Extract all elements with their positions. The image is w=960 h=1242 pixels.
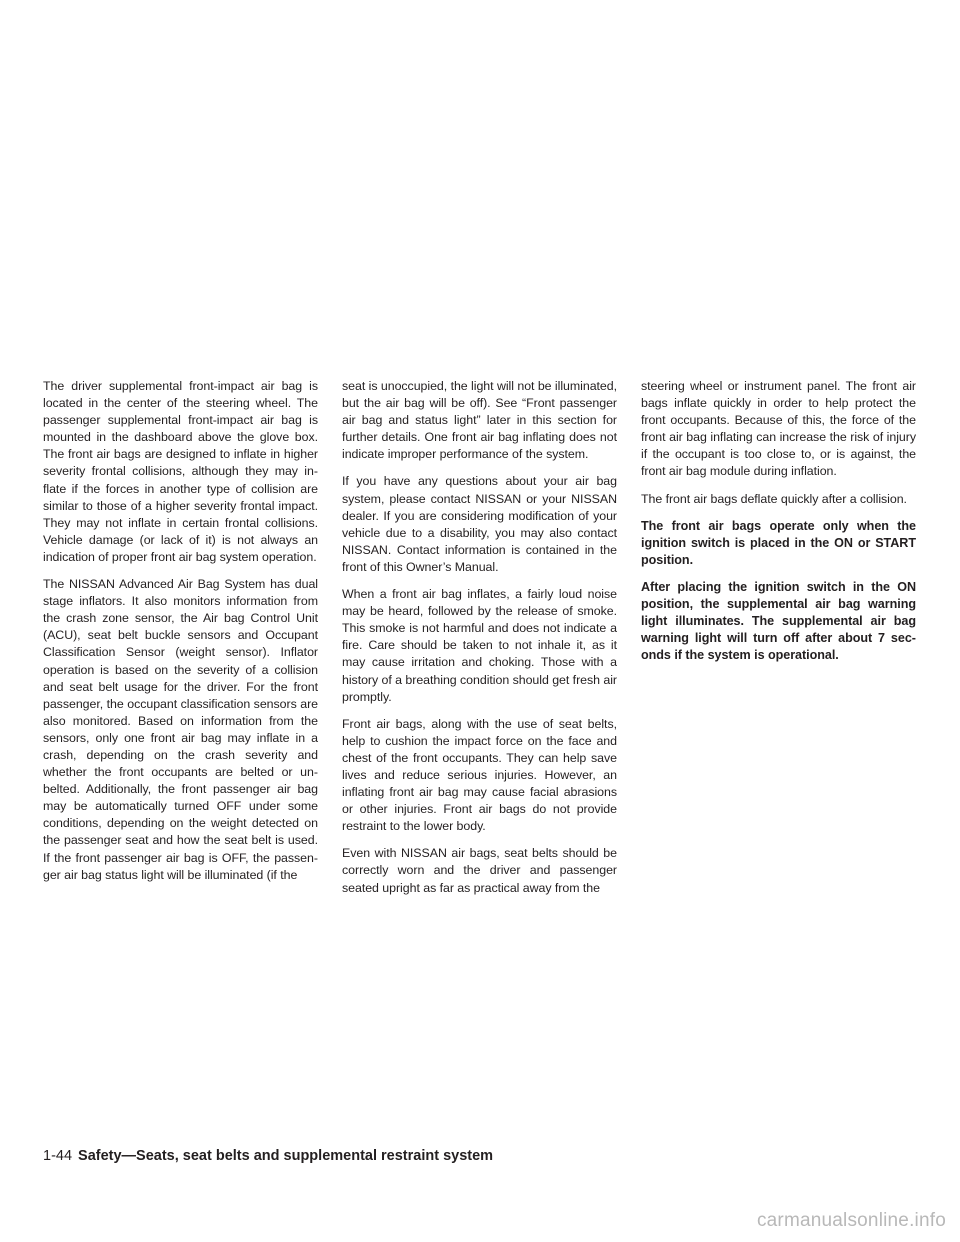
paragraph: The driver supplemental front-impact air bag is located in the center of the steering wheel. The passenger supplemental front-impact air bag is mounted in the dashboard above the glove box. The front air bags are designed to inflate in higher severity frontal collisions, although they may inflate if the forces in another type of collision are similar to those of a higher severity frontal impact. They may not inflate in certain frontal collisions. Vehicle damage (or lack of it) is not always an indication of proper front air bag system operation. xyxy=(43,379,318,564)
column-3 xyxy=(641,378,916,907)
paragraph: seat is unoccupied, the light will not be illuminated, but the air bag will be off). See “Front passenger air bag and status light” later in this section for further details. One front air bag inflating does not indicate improper performance of the system. xyxy=(342,379,617,462)
text-columns xyxy=(43,378,916,907)
column-1 xyxy=(43,378,318,907)
column-2 xyxy=(342,378,617,907)
paragraph: The front air bags deflate quickly after a collision. xyxy=(641,491,907,506)
paragraph: If you have any questions about your air bag system, please contact NISSAN or your NISSAN dealer. If you are considering modification of your vehicle due to a disability, you may also contact NISSAN. Contact information is contained in the front of this Owner’s Manual. xyxy=(342,474,617,574)
watermark: carmanualsonline.info xyxy=(756,1210,946,1231)
paragraph: steering wheel or instrument panel. The front air bags inflate quickly in order to help protect the front occupants. Because of this, the force of the front air bag inflating can increase the risk of injury if the occupant is too close to, or is against, the front air bag module during inflation. xyxy=(641,379,916,479)
paragraph: Even with NISSAN air bags, seat belts should be correctly worn and the driver and passenger seated upright as far as practical away from the xyxy=(342,846,617,895)
page-footer xyxy=(43,1147,643,1165)
paragraph: The NISSAN Advanced Air Bag System has dual stage inflators. It also monitors information from the crash zone sensor, the Air bag Control Unit (ACU), seat belt buckle sensors and Occupant Classification Sensor (weight sensor). Inflator operation is based on the severity of a collision and seat belt usage for the driver. For the front passenger, the occupant classification sensors are also monitored. Based on information from the sensors, only one front air bag may inflate in a crash, depending on the crash severity and whether the front occupants are belted or unbelted. Additionally, the front passenger air bag may be automatically turned OFF under some conditions, depending on the weight detected on the passenger seat and how the seat belt is used. If the front passenger air bag is OFF, the passenger air bag status light will be illuminated (if the xyxy=(43,577,318,882)
bold-paragraph: After placing the ignition switch in the ON position, the supplemental air bag warning light illuminates. The supplemental air bag warning light will turn off after about 7 seconds if the system is operational. xyxy=(641,579,916,663)
bold-paragraph: The front air bags operate only when the ignition switch is placed in the ON or START position. xyxy=(641,518,916,567)
paragraph: When a front air bag inflates, a fairly loud noise may be heard, followed by the release of smoke. This smoke is not harmful and does not indicate a fire. Care should be taken to not inhale it, as it may cause irritation and choking. Those with a history of a breathing condition should get fresh air promptly. xyxy=(342,587,617,704)
page-number: 1-44 xyxy=(43,1148,73,1164)
section-title: Safety—Seats, seat belts and supplemental restraint system xyxy=(78,1148,494,1164)
paragraph: Front air bags, along with the use of seat belts, help to cushion the impact force on the face and chest of the front occupants. They can help save lives and reduce serious injuries. However, an inflating front air bag may cause facial abrasions or other injuries. Front air bags do not provide restraint to the lower body. xyxy=(342,716,617,834)
